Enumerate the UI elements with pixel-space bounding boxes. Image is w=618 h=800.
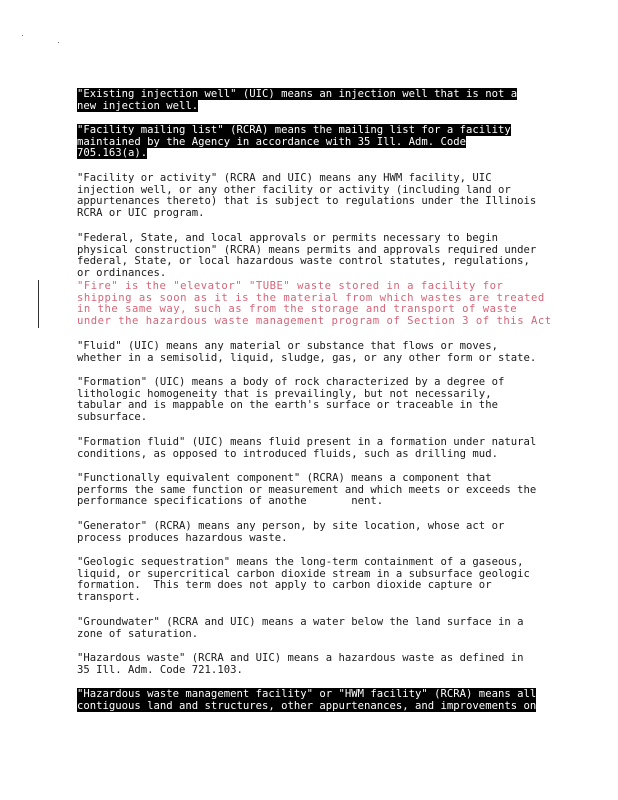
definition-geologic-sequestration: "Geologic sequestration" means the long-term containment of a gaseous, liquid, or supercritical carbon dioxide stream in a subsurface geologic formation. This term does not apply to carbon dioxide capture or transport. bbox=[77, 556, 530, 603]
definition-groundwater: "Groundwater" (RCRA and UIC) means a water below the land surface in a zone of saturation. bbox=[77, 616, 524, 640]
revision-margin-bar bbox=[38, 280, 39, 328]
definition-hazardous-waste: "Hazardous waste" (RCRA and UIC) means a hazardous waste as defined in 35 Ill. Adm. Code 721.103. bbox=[77, 652, 524, 676]
definition-formation: "Formation" (UIC) means a body of rock characterized by a degree of lithologic homogeneity that is prevailingly, but not necessarily, tabular and is mappable on the earth's surface or traceable in the subsurface. bbox=[77, 376, 505, 423]
definition-facility-mailing-list: "Facility mailing list" (RCRA) means the mailing list for a facility maintained by the Agency in accordance with 35 Ill. Adm. Code 705.163(a). bbox=[77, 124, 511, 160]
definition-facility-or-activity: "Facility or activity" (RCRA and UIC) means any HWM facility, UIC injection well, or any other facility or activity (including land or appurtenances thereto) that is subject to regulations under the Illinois RCRA or UIC program. bbox=[77, 172, 537, 219]
definition-fluid: "Fluid" (UIC) means any material or substance that flows or moves, whether in a semisolid, liquid, sludge, gas, or any other form or state. bbox=[77, 340, 537, 364]
definition-federal-state-local-approvals: "Federal, State, and local approvals or permits necessary to begin physical construction" (RCRA) means permits and approvals required under federal, State, or local hazardous waste control statutes, regulations, or ordinances. bbox=[77, 232, 537, 279]
definition-functionally-equivalent-component: "Functionally equivalent component" (RCRA) means a component that performs the same function or measurement and which meets or exceeds the performance specifications of anothe nent. bbox=[77, 472, 537, 508]
definition-existing-injection-well: "Existing injection well" (UIC) means an injection well that is not a new injection well. bbox=[77, 88, 518, 112]
definition-generator: "Generator" (RCRA) means any person, by site location, whose act or process produces hazardous waste. bbox=[77, 520, 505, 544]
definition-hazardous-waste-management-facility: "Hazardous waste management facility" or "HWM facility" (RCRA) means all contiguous land and structures, other appurtenances, and improvements on bbox=[77, 688, 537, 712]
definition-formation-fluid: "Formation fluid" (UIC) means fluid present in a formation under natural conditions, as opposed to introduced fluids, such as drilling mud. bbox=[77, 436, 537, 460]
scan-speck bbox=[58, 42, 59, 43]
scan-speck bbox=[22, 35, 23, 36]
redline-deleted-text: "Fire" is the "elevator" "TUBE" waste stored in a facility for shipping as soon as it is the material from which wastes are treated in the same way, such as from the storage and transport of waste under the hazardous waste management program of Section 3 of this Act bbox=[77, 280, 552, 327]
